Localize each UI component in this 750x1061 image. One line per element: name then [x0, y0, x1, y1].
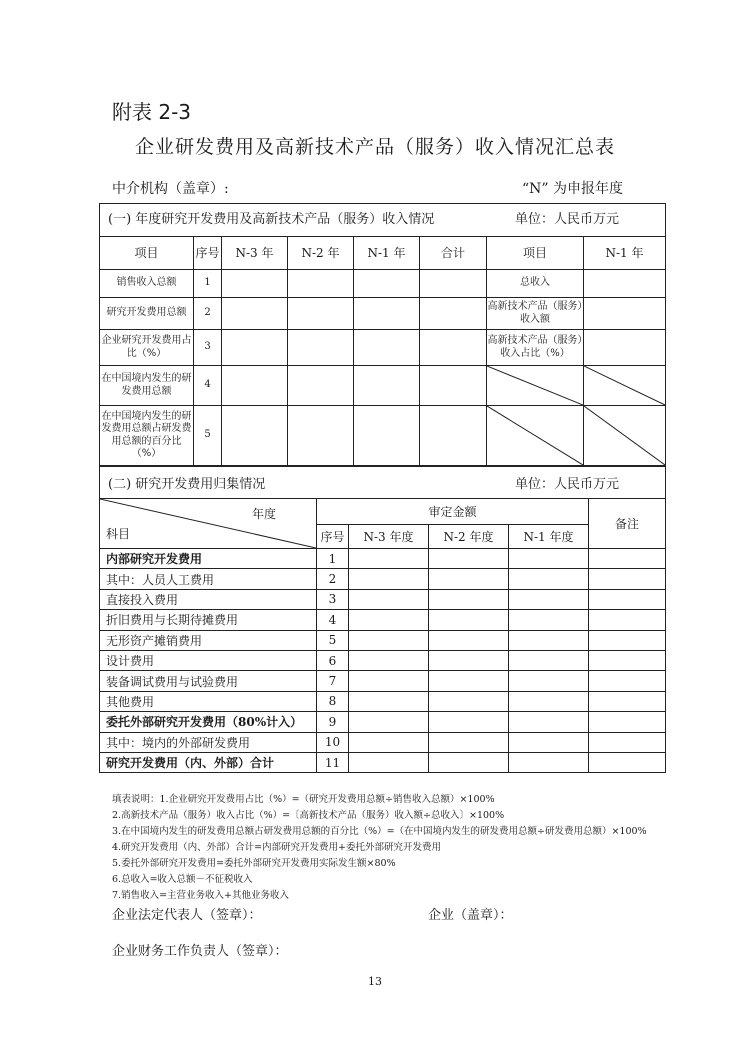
value-cell[interactable]: [509, 549, 589, 569]
value-cell[interactable]: [509, 712, 589, 732]
note-line: 7.销售收入=主营业务收入+其他业务收入: [112, 890, 289, 901]
value-cell[interactable]: [429, 569, 509, 589]
col-header: 合计: [420, 237, 487, 270]
annual-rd-income-table: [99, 203, 666, 466]
value-cell[interactable]: [354, 270, 420, 298]
value-cell[interactable]: [420, 366, 487, 406]
remark-cell[interactable]: [589, 630, 666, 650]
col-header: N-3 年度: [349, 525, 429, 549]
crossed-out-cell: [584, 366, 666, 406]
remark-cell[interactable]: [589, 752, 666, 772]
section-2-unit: 单位：人民币万元: [515, 477, 620, 492]
value-cell[interactable]: [509, 569, 589, 589]
value-cell[interactable]: [222, 366, 288, 406]
remark-cell[interactable]: [589, 712, 666, 732]
table-row: [100, 650, 666, 670]
table-row: [100, 610, 666, 630]
table-row: [100, 691, 666, 711]
value-cell[interactable]: [429, 630, 509, 650]
value-cell[interactable]: [429, 712, 509, 732]
value-cell[interactable]: [349, 610, 429, 630]
table-row: [100, 732, 666, 752]
value-cell[interactable]: [288, 270, 354, 298]
crossed-out-cell: [584, 406, 666, 466]
remark-header: 备注: [589, 499, 666, 549]
right-item-label: 总收入: [487, 270, 584, 298]
value-cell[interactable]: [349, 691, 429, 711]
subject-label: 其他费用: [100, 691, 317, 711]
note-line: 填表说明：1.企业研究开发费用占比（%）=（研究开发费用总额÷销售收入总额）×100%: [112, 794, 495, 805]
value-cell[interactable]: [429, 549, 509, 569]
crossed-out-cell: [487, 406, 584, 466]
value-cell[interactable]: [349, 589, 429, 609]
value-cell[interactable]: [429, 732, 509, 752]
value-cell[interactable]: [420, 406, 487, 466]
agency-seal-label: 中介机构（盖章）:: [112, 181, 229, 197]
value-cell[interactable]: [420, 270, 487, 298]
col-header: 项目: [100, 237, 194, 270]
item-label: 销售收入总额: [100, 270, 194, 298]
crossed-out-cell: [487, 366, 584, 406]
subject-label: 设计费用: [100, 650, 317, 670]
page-title: 企业研发费用及高新技术产品（服务）收入情况汇总表: [134, 136, 615, 158]
remark-cell[interactable]: [589, 691, 666, 711]
row-number: 3: [194, 330, 222, 366]
value-cell[interactable]: [354, 330, 420, 366]
row-number: 10: [317, 732, 349, 752]
value-cell[interactable]: [354, 298, 420, 330]
right-item-label: 高新技术产品（服务）收入占比（%）: [487, 330, 584, 366]
value-cell[interactable]: [429, 752, 509, 772]
value-cell[interactable]: [349, 752, 429, 772]
table-row: [100, 752, 666, 772]
subject-label: 折旧费用与长期待摊费用: [100, 610, 317, 630]
value-cell[interactable]: [509, 732, 589, 752]
table-row: [100, 712, 666, 732]
note-line: 6.总收入=收入总额－不征税收入: [112, 874, 253, 885]
value-cell[interactable]: [429, 610, 509, 630]
row-number: 8: [317, 691, 349, 711]
item-label: 在中国境内发生的研发费用总额: [100, 366, 194, 406]
value-cell[interactable]: [349, 671, 429, 691]
header-corner-cell: [100, 499, 317, 549]
table-row: [100, 671, 666, 691]
col-header: N-1 年度: [509, 525, 589, 549]
remark-cell[interactable]: [589, 732, 666, 752]
subject-label: 其中：人员人工费用: [100, 569, 317, 589]
finance-head-signature-label: 企业财务工作负责人（签章）：: [112, 944, 288, 959]
value-cell[interactable]: [584, 330, 666, 366]
section-1-unit: 单位：人民币万元: [515, 211, 620, 227]
value-cell[interactable]: [420, 330, 487, 366]
row-number: 11: [317, 752, 349, 772]
value-cell[interactable]: [288, 298, 354, 330]
table-row: [100, 549, 666, 569]
value-cell[interactable]: [429, 650, 509, 670]
expense-rows: [100, 549, 666, 773]
value-cell[interactable]: [509, 752, 589, 772]
year-note: “N” 为申报年度: [522, 181, 624, 197]
value-cell[interactable]: [349, 732, 429, 752]
remark-cell[interactable]: [589, 650, 666, 670]
value-cell[interactable]: [349, 712, 429, 732]
note-line: 4.研究开发费用（内、外部）合计=内部研究开发费用+委托外部研究开发费用: [112, 842, 441, 853]
col-header: 项目: [487, 237, 584, 270]
value-cell[interactable]: [349, 630, 429, 650]
note-line: 3.在中国境内发生的研发费用总额占研发费用总额的百分比（%）=（在中国境内发生的研发费用总额÷研发费用总额）×100%: [112, 826, 647, 837]
value-cell[interactable]: [288, 406, 354, 466]
value-cell[interactable]: [429, 589, 509, 609]
subject-label: 直接投入费用: [100, 589, 317, 609]
row-number: 6: [317, 650, 349, 670]
item-label: 在中国境内发生的研发费用总额占研发费用总额的百分比（%）: [100, 406, 194, 466]
row-number: 5: [194, 406, 222, 466]
value-cell[interactable]: [509, 630, 589, 650]
col-header: N-1 年: [584, 237, 666, 270]
col-header: 序号: [317, 525, 349, 549]
section-2-title: (二) 研究开发费用归集情况: [108, 477, 266, 492]
remark-cell[interactable]: [589, 569, 666, 589]
legal-rep-signature-label: 企业法定代表人（签章）：: [112, 908, 262, 923]
item-label: 研究开发费用总额: [100, 298, 194, 330]
table-row: [100, 366, 666, 406]
right-item-label: 高新技术产品（服务）收入额: [487, 298, 584, 330]
fill-instructions: [112, 792, 647, 904]
note-line: 5.委托外部研究开发费用=委托外部研究开发费用实际发生额×80%: [112, 858, 396, 869]
section-1-title: (一) 年度研究开发费用及高新技术产品（服务）收入情况: [108, 211, 435, 227]
col-header: N-3 年: [222, 237, 288, 270]
value-cell[interactable]: [222, 330, 288, 366]
col-header: N-2 年度: [429, 525, 509, 549]
row-number: 4: [317, 610, 349, 630]
row-number: 7: [317, 671, 349, 691]
table-row: [100, 589, 666, 609]
table1-header-row: [100, 237, 666, 270]
row-number: 1: [194, 270, 222, 298]
corner-year-label: 年度: [251, 507, 276, 521]
table-row: [100, 270, 666, 298]
col-header: N-2 年: [288, 237, 354, 270]
remark-cell[interactable]: [589, 589, 666, 609]
subject-label: 委托外部研究开发费用（80%计入）: [100, 712, 317, 732]
value-cell[interactable]: [354, 366, 420, 406]
value-cell[interactable]: [349, 549, 429, 569]
value-cell[interactable]: [584, 270, 666, 298]
value-cell[interactable]: [222, 270, 288, 298]
value-cell[interactable]: [222, 298, 288, 330]
value-cell[interactable]: [288, 366, 354, 406]
value-cell[interactable]: [429, 691, 509, 711]
table-row: [100, 569, 666, 589]
value-cell[interactable]: [584, 298, 666, 330]
row-number: 3: [317, 589, 349, 609]
subject-label: 研究开发费用（内、外部）合计: [100, 752, 317, 772]
corner-subject-label: 科目: [106, 527, 131, 541]
note-line: 2.高新技术产品（服务）收入占比（%）=〔高新技术产品（服务）收入额÷总收入〕×100%: [112, 810, 505, 821]
subject-label: 无形资产摊销费用: [100, 630, 317, 650]
value-cell[interactable]: [509, 650, 589, 670]
subject-label: 装备调试费用与试验费用: [100, 671, 317, 691]
table-row: [100, 330, 666, 366]
value-cell[interactable]: [354, 406, 420, 466]
col-header: 序号: [194, 237, 222, 270]
section-2-header: [100, 467, 666, 499]
remark-cell[interactable]: [589, 549, 666, 569]
value-cell[interactable]: [509, 589, 589, 609]
value-cell[interactable]: [509, 610, 589, 630]
remark-cell[interactable]: [589, 610, 666, 630]
attachment-label: 附表 2-3: [112, 100, 192, 124]
row-number: 5: [317, 630, 349, 650]
value-cell[interactable]: [288, 330, 354, 366]
value-cell[interactable]: [509, 671, 589, 691]
row-number: 9: [317, 712, 349, 732]
section-1-header: [100, 204, 666, 237]
table-row: [100, 406, 666, 466]
col-header: N-1 年: [354, 237, 420, 270]
item-label: 企业研究开发费用占比（%）: [100, 330, 194, 366]
row-number: 2: [317, 569, 349, 589]
value-cell[interactable]: [420, 298, 487, 330]
table-row: [100, 298, 666, 330]
value-cell[interactable]: [349, 569, 429, 589]
row-number: 1: [317, 549, 349, 569]
table-row: [100, 630, 666, 650]
company-seal-label: 企业（盖章）：: [428, 908, 513, 923]
row-number: 2: [194, 298, 222, 330]
remark-cell[interactable]: [589, 671, 666, 691]
subject-label: 其中：境内的外部研发费用: [100, 732, 317, 752]
subject-label: 内部研究开发费用: [100, 549, 317, 569]
row-number: 4: [194, 366, 222, 406]
value-cell[interactable]: [429, 671, 509, 691]
rd-expense-collection-table: [99, 466, 666, 773]
value-cell[interactable]: [349, 650, 429, 670]
value-cell[interactable]: [222, 406, 288, 466]
value-cell[interactable]: [509, 691, 589, 711]
page-number: 13: [368, 975, 382, 988]
audit-amount-header: 审定金额: [317, 499, 589, 525]
